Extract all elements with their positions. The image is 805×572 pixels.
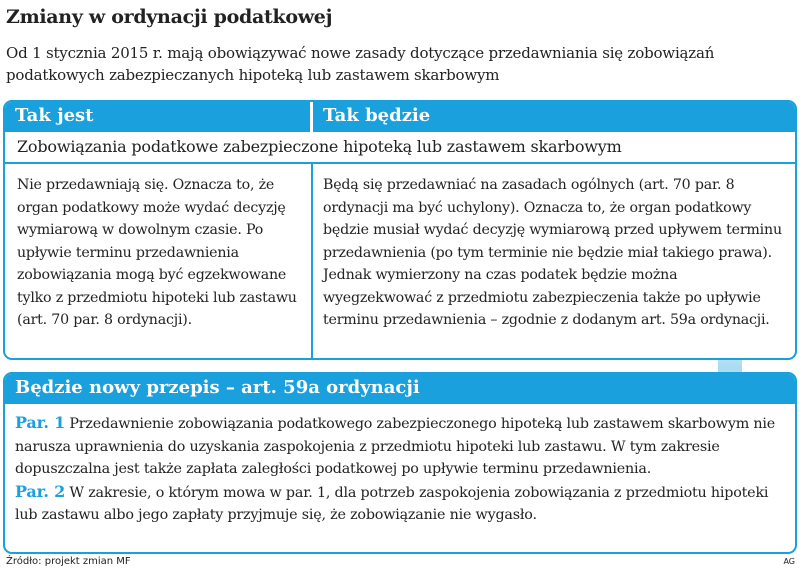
col1-text: Nie przedawniają się. Oznacza to, że organ podatkowy może wydać decyzję wymiarową w dowolnym czasie. Po upływie terminu przedawnienia zobowiązania mogą być egzekwowane tylko z przedmiotu hipoteki lub zastawu (art. 70 par. 8 ordynacji). <box>17 177 297 328</box>
author-credit: AG <box>783 557 795 566</box>
par1 <box>15 412 785 481</box>
comparison-table <box>3 100 797 360</box>
col1-header: Tak jest <box>15 105 94 126</box>
col2-header: Tak będzie <box>323 105 431 126</box>
page-title: Zmiany w ordynacji podatkowej <box>6 6 333 28</box>
par2-text: W zakresie, o którym mowa w par. 1, dla potrzeb zaspokojenia zobowiązania z przedmiotu hipoteki lub zastawu albo jego zapłaty przyjmuje się, że zobowiązanie nie wygasło. <box>15 484 769 523</box>
source-note: Źródło: projekt zmian MF <box>6 556 131 567</box>
new-rule-box <box>3 372 797 554</box>
new-rule-title: Będzie nowy przepis – art. 59a ordynacji <box>15 377 420 398</box>
table-subheader: Zobowiązania podatkowe zabezpieczone hipoteką lub zastawem skarbowym <box>5 132 795 164</box>
par2-label: Par. 2 <box>15 481 66 501</box>
new-rule-header <box>5 374 795 404</box>
column-divider <box>311 164 313 360</box>
col2-text: Będą się przedawniać na zasadach ogólnych (art. 70 par. 8 ordynacji ma być uchylony). Oznacza to, że organ podatkowy będzie musiał wydać decyzję wymiarową przed upływem terminu przedawnienia (po tym terminie nie będzie miał takiego prawa). Jednak wymierzony na czas podatek będzie można wyegzekwować z przedmiotu zabezpieczenia także po upływie terminu przedawnienia – zgodnie z dodanym art. 59a ordynacji. <box>323 177 782 328</box>
par1-text: Przedawnienie zobowiązania podatkowego zabezpieczonego hipoteką lub zastawem skarbowym nie narusza uprawnienia do uzyskania zaspokojenia z przedmiotu hipoteki lub zastawu. W tym zakresie dopuszczalna jest także zapłata zaległości podatkowej po upływie terminu przedawnienia. <box>15 416 776 477</box>
header-divider <box>310 102 313 132</box>
new-rule-body <box>5 404 795 535</box>
table-header <box>5 102 795 132</box>
par2 <box>15 481 785 527</box>
lead-text: Od 1 stycznia 2015 r. mają obowiązywać nowe zasady dotyczące przedawniania się zobowiązań podatkowych zabezpieczanych hipoteką lub zastawem skarbowym <box>6 44 715 84</box>
par1-label: Par. 1 <box>15 413 66 432</box>
